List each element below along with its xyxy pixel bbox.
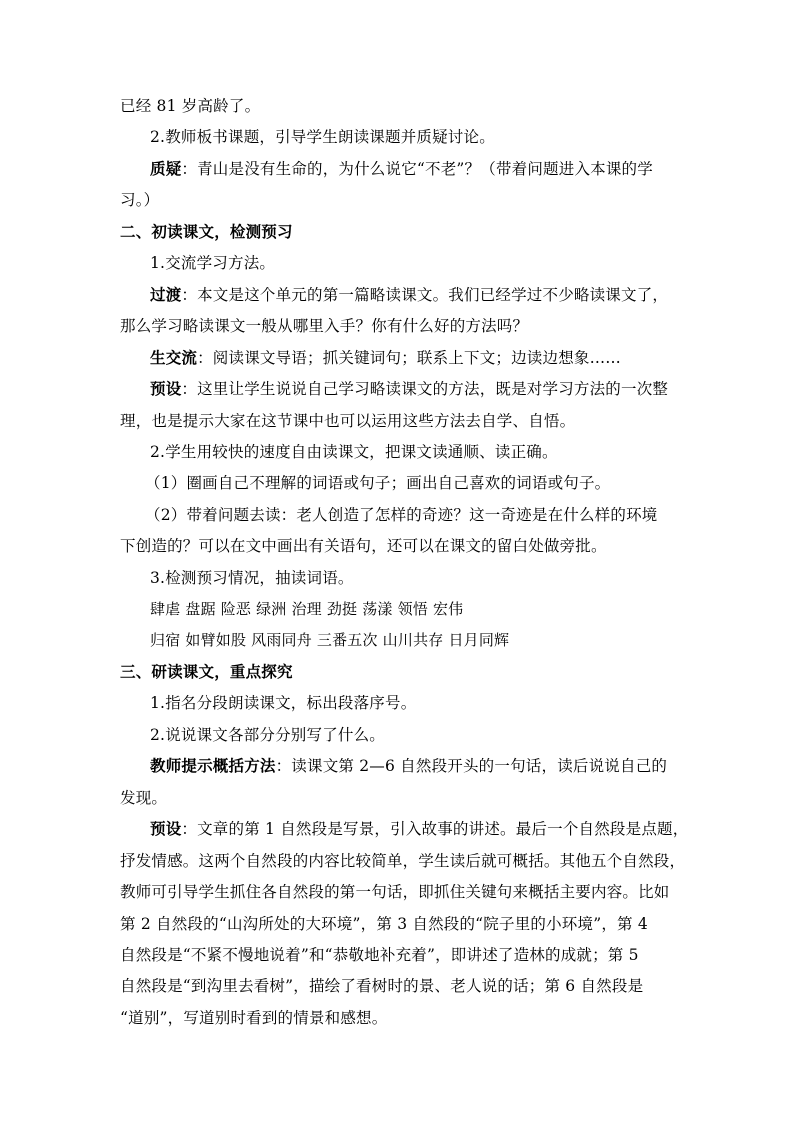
text: ：这里让学生说说自己学习略读课文的方法，既是对学习方法的一次整 xyxy=(181,380,669,398)
paragraph-line: “道别”，写道别时看到的情景和感想。 xyxy=(120,1009,388,1027)
text: ：本文是这个单元的第一篇略读课文。我们已经学过不少略读课文了， xyxy=(181,286,669,304)
section-heading-2: 二、初读课文，检测预习 xyxy=(120,222,293,241)
label-jiaoshitishi: 教师提示概括方法 xyxy=(150,756,276,775)
paragraph-line: 习。） xyxy=(120,191,160,209)
label-zhiyi: 质疑 xyxy=(150,159,182,178)
paragraph-line: 教师可引导学生抓住各自然段的第一句话，即抓住关键句来概括主要内容。比如 xyxy=(120,883,670,901)
paragraph-line: 理，也是提示大家在这节课中也可以运用这些方法去自学、自悟。 xyxy=(120,412,576,430)
label-guodu: 过渡 xyxy=(150,285,182,304)
text: ：读课文第 2—6 自然段开头的一句话，读后说说自己的 xyxy=(275,757,668,775)
paragraph-line xyxy=(150,159,653,179)
paragraph-line xyxy=(150,379,668,399)
paragraph-line: 3.检测预习情况，抽读词语。 xyxy=(150,569,354,587)
paragraph-line: 第 2 自然段的“山沟所处的大环境”，第 3 自然段的“院子里的小环境”，第 4 xyxy=(120,915,648,933)
paragraph-line: （1）圈画自己不理解的词语或句子；画出自己喜欢的词语或句子。 xyxy=(145,474,611,492)
paragraph-line: 1.指名分段朗读课文，标出段落序号。 xyxy=(150,694,417,712)
paragraph-line: 2.说说课文各部分分别写了什么。 xyxy=(150,726,385,744)
paragraph-line: 下创造的？可以在文中画出有关语句，还可以在课文的留白处做旁批。 xyxy=(120,537,607,555)
vocabulary-line: 归宿 如臂如股 风雨同舟 三番五次 山川共存 日月同辉 xyxy=(150,631,510,649)
text: ：阅读课文导语；抓关键词句；联系上下文；边读边想象…… xyxy=(197,349,622,367)
paragraph-line: 2.教师板书课题，引导学生朗读课题并质疑讨论。 xyxy=(150,128,495,146)
paragraph-line xyxy=(150,819,688,839)
paragraph-line: 自然段是“到沟里去看树”，描绘了看树时的景、老人说的话；第 6 自然段是 xyxy=(120,977,644,995)
label-shengjiaoliu: 生交流 xyxy=(150,348,198,367)
paragraph-line xyxy=(150,285,668,305)
paragraph-line: 1.交流学习方法。 xyxy=(150,254,276,272)
paragraph-line: 发现。 xyxy=(120,789,168,807)
text: ：青山是没有生命的，为什么说它“不老”？（带着问题进入本课的学 xyxy=(181,160,653,178)
paragraph-line: 那么学习略读课文一般从哪里入手？你有什么好的方法吗？ xyxy=(120,317,529,335)
paragraph-line: 抒发情感。这两个自然段的内容比较简单，学生读后就可概括。其他五个自然段， xyxy=(120,852,686,870)
paragraph-line: 2.学生用较快的速度自由读课文，把课文读通顺、读正确。 xyxy=(150,443,558,461)
paragraph-line: （2）带着问题去读：老人创造了怎样的奇迹？这一奇迹是在什么样的环境 xyxy=(145,506,658,524)
vocabulary-line: 肆虐 盘踞 险恶 绿洲 治理 劲挺 荡漾 领悟 宏伟 xyxy=(150,600,464,618)
paragraph-line xyxy=(150,348,621,368)
section-heading-3: 三、研读课文，重点探究 xyxy=(120,662,293,681)
paragraph-line: 已经 81 岁高龄了。 xyxy=(120,97,261,115)
paragraph-line xyxy=(150,756,667,776)
label-yushe-2: 预设 xyxy=(150,819,182,838)
label-yushe: 预设 xyxy=(150,379,182,398)
paragraph-line: 自然段是“不紧不慢地说着”和“恭敬地补充着”，即讲述了造林的成就；第 5 xyxy=(120,946,639,964)
text: ：文章的第 1 自然段是写景，引入故事的讲述。最后一个自然段是点题， xyxy=(181,820,689,838)
